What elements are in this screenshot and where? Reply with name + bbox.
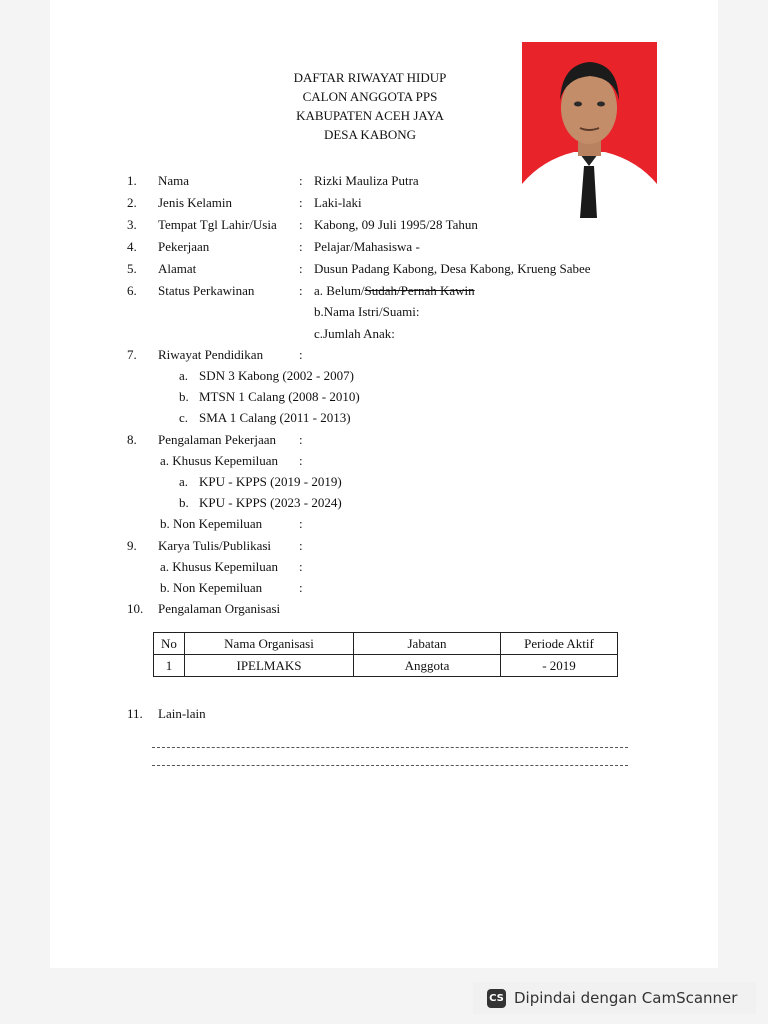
label-lain-lain: Lain-lain [158,706,206,721]
item-number: 2. [127,195,137,210]
item-number: 9. [127,538,137,553]
table-cell: 1 [154,655,185,677]
education-entry: SMA 1 Calang (2011 - 2013) [199,410,351,425]
colon: : [299,516,303,531]
list-letter: a. [179,368,189,383]
colon: : [299,195,303,210]
value-status-a [314,283,475,299]
sublabel-non: b. Non Kepemiluan [160,580,263,595]
sublabel-non: b. Non Kepemiluan [160,516,263,531]
sublabel-khusus: a. Khusus Kepemiluan [160,453,279,468]
column-header: Jabatan [354,633,501,655]
label-jenis-kelamin: Jenis Kelamin [158,195,233,210]
list-letter: b. [179,495,189,510]
colon: : [299,173,303,188]
title-line-3: KABUPATEN ACEH JAYA [296,108,444,123]
label-ttl: Tempat Tgl Lahir/Usia [158,217,277,232]
label-pekerjaan: Pekerjaan [158,239,210,254]
value-status-c: c.Jumlah Anak: [314,326,395,341]
work-entry: KPU - KPPS (2023 - 2024) [199,495,342,510]
title-line-4: DESA KABONG [323,127,417,142]
list-letter: a. [179,474,189,489]
column-header: Nama Organisasi [185,633,354,655]
item-number: 3. [127,217,137,232]
dotted-line [152,747,628,748]
colon: : [299,453,303,468]
sublabel-khusus: a. Khusus Kepemiluan [160,559,279,574]
dotted-line [152,765,628,766]
title-line-1: DAFTAR RIWAYAT HIDUP [293,70,447,85]
list-letter: b. [179,389,189,404]
list-letter: c. [179,410,189,425]
colon: : [299,283,303,298]
value-ttl: Kabong, 09 Juli 1995/28 Tahun [314,217,478,232]
value-pekerjaan: Pelajar/Mahasiswa - [314,239,420,254]
label-alamat: Alamat [158,261,197,276]
value-alamat: Dusun Padang Kabong, Desa Kabong, Krueng Sabee [314,261,591,276]
column-header: No [154,633,185,655]
value-status-b: b.Nama Istri/Suami: [314,304,420,319]
scanner-text: Dipindai dengan CamScanner [514,989,738,1007]
colon: : [299,432,303,447]
label-pendidikan: Riwayat Pendidikan [158,347,264,362]
colon: : [299,239,303,254]
label-status: Status Perkawinan [158,283,255,298]
colon: : [299,580,303,595]
item-number: 11. [127,706,143,721]
status-belum: a. Belum/ [314,283,365,298]
value-jenis-kelamin: Laki-laki [314,195,362,210]
colon: : [299,559,303,574]
document-title [220,68,520,144]
scanner-watermark [473,982,756,1014]
table-cell: - 2019 [501,655,618,677]
education-entry: MTSN 1 Calang (2008 - 2010) [199,389,360,404]
profile-photo [522,42,657,220]
item-number: 5. [127,261,137,276]
label-pengalaman-kerja: Pengalaman Pekerjaan [158,432,277,447]
item-number: 8. [127,432,137,447]
item-number: 7. [127,347,137,362]
table-row [154,655,618,677]
camscanner-logo-icon: CS [487,989,506,1008]
status-struck-option: Sudah/Pernah Kawin [364,283,475,298]
colon: : [299,261,303,276]
item-number: 10. [127,601,144,616]
colon: : [299,538,303,553]
label-organisasi: Pengalaman Organisasi [158,601,281,616]
table-cell: Anggota [354,655,501,677]
title-line-2: CALON ANGGOTA PPS [302,89,438,104]
table-cell: IPELMAKS [185,655,354,677]
item-number: 4. [127,239,137,254]
colon: : [299,347,303,362]
column-header: Periode Aktif [501,633,618,655]
table-header-row [154,633,618,655]
work-entry: KPU - KPPS (2019 - 2019) [199,474,342,489]
item-number: 1. [127,173,137,188]
label-nama: Nama [158,173,190,188]
education-entry: SDN 3 Kabong (2002 - 2007) [199,368,354,383]
colon: : [299,217,303,232]
item-number: 6. [127,283,137,298]
label-karya-tulis: Karya Tulis/Publikasi [158,538,272,553]
organization-table [153,632,618,677]
value-nama: Rizki Mauliza Putra [314,173,419,188]
